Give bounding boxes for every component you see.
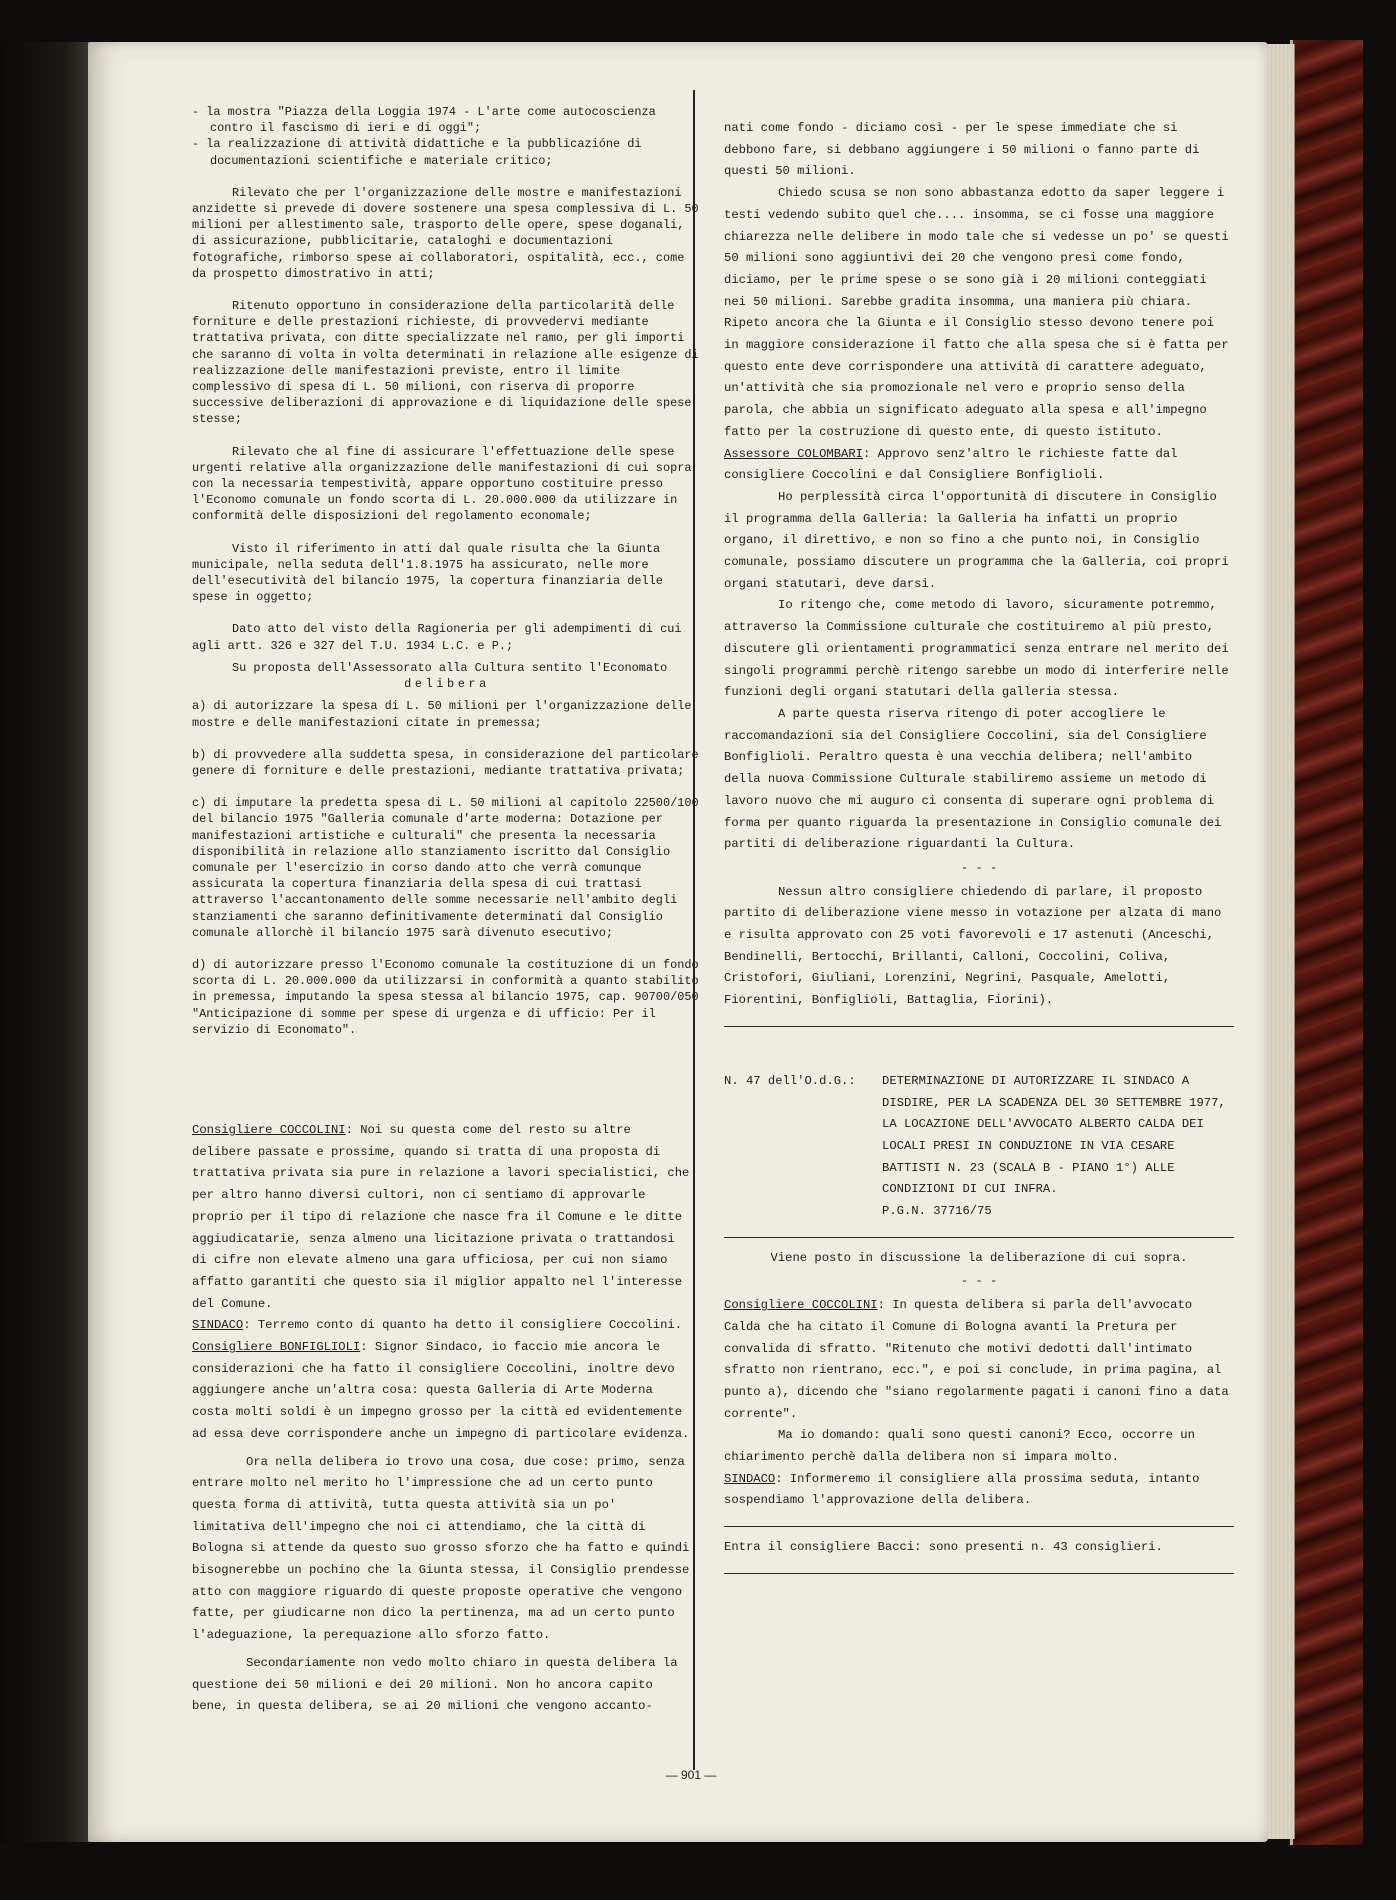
paragraph: A parte questa riserva ritengo di poter accogliere le raccomandazioni sia del Consigliere Coccolini, sia del Consigliere Bonfiglioli. Peraltro questa è una vecchia delibera; nell'ambito della nuova Commissione Culturale stabiliremo assieme un metodo di lavoro nuovo che mi auguro ci consenta di superare ogni problema di forma per quanto riguarda la presentazione in Consiglio comunale dei partiti di deliberazione riguardanti la Cultura. (724, 706, 1222, 852)
proposal-line: Su proposta dell'Assessorato alla Cultura sentito l'Economato (232, 660, 668, 675)
paragraph: nati come fondo - diciamo così - per le spese immediate che si debbono fare, si debbano aggiungere i 50 milioni o fanno parte di questi 50 milioni. (724, 121, 1200, 179)
separator: - - - (960, 860, 998, 875)
paragraph: Nessun altro consigliere chiedendo di parlare, il proposto partito di deliberazione viene messo in votazione per alzata di mano e risulta approvato con 25 voti favorevoli e 17 astenuti (Anceschi, Bendinelli, Bertocchi, Brillanti, Calloni, Coccolini, Coliva, Cristofori, Giuliani, Lorenzini, Negrini, Pasquale, Amelotti, Fiorentini, Bonfiglioli, Battaglia, Fiorini). (724, 884, 1222, 1008)
separator: - - - (960, 1274, 998, 1289)
speaker-name: Consigliere COCCOLINI (724, 1298, 878, 1313)
speaker-name: Consigliere BONFIGLIOLI (192, 1340, 361, 1355)
horizontal-rule (724, 1237, 1234, 1238)
paragraph: Rilevato che al fine di assicurare l'effettuazione delle spese urgenti relative alla organizzazione delle manifestazioni di cui sopra con la necessaria tempestività, appare opportuno costituire presso l'Economo comunale un fondo scorta di L. 20.000.000 da utilizzare in conformità delle disposizioni del regolamento economale; (192, 444, 692, 524)
delibera-heading: delibera (404, 677, 490, 692)
bullet-item: - la mostra "Piazza della Loggia 1974 - L'arte come autocoscienza contro il fascismo di ieri e di oggi"; (192, 105, 656, 136)
horizontal-rule (724, 1026, 1234, 1027)
attendance-line: Entra il consigliere Bacci: sono presenti n. 43 consiglieri. (724, 1540, 1163, 1555)
speech-coccolini (192, 1120, 690, 1315)
speech-text: : Terremo conto di quanto ha detto il consigliere Coccolini. (243, 1318, 683, 1333)
agenda-item-pgn: P.G.N. 37716/75 (882, 1204, 992, 1219)
horizontal-rule (724, 1526, 1234, 1527)
paragraph: Visto il riferimento in atti dal quale risulta che la Giunta municipale, nella seduta dell'1.8.1975 ha assicurato, nelle more dell'esecutività del bilancio 1975, la copertura finanziaria delle spese in oggetto; (192, 541, 663, 605)
bullet-item: - la realizzazione di attività didattiche e la pubblicazióne di documentazioni scientifiche e materiale critico; (192, 137, 642, 168)
discussion-line: Viene posto in discussione la deliberazione di cui sopra. (770, 1250, 1188, 1265)
resolution-item: d) di autorizzare presso l'Economo comunale la costituzione di un fondo scorta di L. 20.000.000 da utilizzarsi in conformità a quanto stabilito in premessa, imputando la spesa stessa al bilancio 1975, cap. 90700/050 "Anticipazione di somme per spese di urgenza e di ufficio: Per il servizio di Economato". (192, 957, 699, 1037)
speech-colombari (724, 444, 1234, 487)
speech-text: : Informeremo il consigliere alla prossima seduta, intanto sospendiamo l'approvazione della delibera. (724, 1471, 1200, 1508)
agenda-item-block (724, 1071, 1234, 1223)
resolution-item: c) di imputare la predetta spesa di L. 50 milioni al capitolo 22500/100 del bilancio 1975 "Galleria comunale d'arte moderna: Dotazione per manifestazioni artistiche e culturali" che presenta la necessaria disponibilità in relazione allo stanziamento iscritto dal Consiglio comunale per l'esercizio in corso dando atto che verrà comunque assicurata la copertura finanziaria della spesa di cui trattasi attraverso l'accantonamento delle somme necessarie nell'ambito degli stanziamenti che saranno definitivamente determinati dal Consiglio comunale allorchè il bilancio 1975 sarà divenuto esecutivo; (192, 796, 699, 940)
agenda-item-number: N. 47 dell'O.d.G.: (724, 1073, 856, 1088)
speech-text: : Noi su questa come del resto su altre delibere passate e prossime, quando si tratta di una proposta di trattativa privata sia pure in relazione a lavori specialistici, che per altro hanno diversi cultori, non ci sentiamo di approvarle proprio per il tipo di relazione che nasce fra il Comune e le ditte aggiudicatarie, senza almeno una licitazione privata o trattandosi di cifre non elevate almeno una gara ufficiosa, per cui non siamo affatto garantiti che questo sia il miglior appalto nel l'interesse del Comune. (192, 1123, 690, 1311)
book-gutter-shadow (0, 42, 92, 1842)
horizontal-rule (724, 1573, 1234, 1574)
paragraph: Ora nella delibera io trovo una cosa, due cose: primo, senza entrare molto nel merito ho l'impressione che ad un certo punto questa forma di attività, tutta questa attività sia un po' limitativa dell'impegno che noi ci attendiamo, che la città di Bologna si attende da questo suo grosso sforzo che ha fatto e quindi bisognerebbe un pochino che la Giunta stessa, il Consiglio prendesse atto con maggiore riguardo di queste proposte operative che vengono fatte, per giudicarne non dico la pertinenza, ma ad un certo punto l'adeguazione, la perequazione allo sforzo fatto. (192, 1454, 690, 1643)
agenda-item-body (882, 1071, 1234, 1223)
resolution-item: b) di provvedere alla suddetta spesa, in considerazione del particolare genere di forniture e delle prestazioni, mediante trattativa privata; (192, 747, 699, 778)
speaker-name: SINDACO (724, 1471, 776, 1486)
paragraph: Ho perplessità circa l'opportunità di discutere in Consiglio il programma della Galleria: la Galleria ha infatti un proprio organo, il direttivo, e non so fino a che punto noi, in Consiglio comunale, possiamo discutere un programma che la Galleria, coi propri organi statutari, deve darsi. (724, 489, 1229, 591)
paragraph: Dato atto del visto della Ragioneria per gli adempimenti di cui agli artt. 326 e 327 del T.U. 1934 L.C. e P.; (192, 622, 682, 653)
speech-sindaco (192, 1315, 690, 1337)
speaker-name: Consigliere COCCOLINI (192, 1123, 346, 1137)
speech-sindaco-2 (724, 1469, 1234, 1512)
agenda-item-title: DETERMINAZIONE DI AUTORIZZARE IL SINDACO A DISDIRE, PER LA SCADENZA DEL 30 SETTEMBRE 1977, LA LOCAZIONE DELL'AVVOCATO ALBERTO CALDA DEI LOCALI PRESI IN CONDUZIONE IN VIA CESARE BATTISTI N. 23 (SCALA B - PIANO 1°) ALLE CONDIZIONI DI CUI INFRA. (882, 1073, 1226, 1197)
paragraph: Ritenuto opportuno in considerazione della particolarità delle forniture e delle prestazioni richieste, di provvedervi mediante trattativa privata, con ditte specializzate nel ramo, per gli importi che saranno di volta in volta determinati in relazione alle esigenze di realizzazione delle manifestazioni previste, entro il limite complessivo di spesa di L. 50 milioni, con riserva di proporre successive deliberazioni di approvazione e di liquidazione delle spese stesse; (192, 299, 699, 427)
page-number: — 901 — (665, 1768, 717, 1782)
speech-bonfiglioli (192, 1337, 690, 1446)
left-column-debate (192, 1120, 690, 1718)
book-binding-edge (1290, 40, 1363, 1845)
speech-text: : Approvo senz'altro le richieste fatte dal consigliere Coccolini e dal Consigliere Bonfiglioli. (724, 446, 1178, 483)
left-column-deliberation (192, 104, 702, 1038)
speech-text: : Signor Sindaco, io faccio mie ancora le considerazioni che ha fatto il consigliere Coccolini, inoltre devo aggiungere anche un'altra cosa: questa Galleria di Arte Moderna costa molti soldi è un impegno grosso per la città ed evidentemente ad essa deve corrispondere anche un impegno di particolare evidenza. (192, 1340, 690, 1441)
paragraph: Rilevato che per l'organizzazione delle mostre e manifestazioni anzidette si prevede di dovere sostenere una spesa complessiva di L. 50 milioni per allestimento sale, trasporto delle opere, spese doganali, di assicurazione, pubblicitarie, cataloghi e documentazioni fotografiche, rimborso spese ai collaboratori, ospitalità, ecc., come da prospetto dimostrativo in atti; (192, 185, 699, 281)
paragraph: Chiedo scusa se non sono abbastanza edotto da saper leggere i testi vedendo subito quel che.... insomma, se ci fosse una maggiore chiarezza nelle delibere in modo tale che si vedesse un po' se questi 50 milioni sono aggiuntivi dei 20 che vengono presi come fondo, diciamo, per le prime spese o se sono già i 20 milioni conteggiati nei 50 milioni. Sarebbe gradita insomma, una maniera più chiara. Ripeto ancora che la Giunta e il Consiglio stesso devono tenere poi in maggiore considerazione il fatto che alla spesa che si è fatta per questo ente deve corrispondere una attività di carattere adeguato, un'attività che sia promozionale nel vero e proprio senso della parola, che abbia un significato adeguato alla spesa e all'impegno fatto per la costruzione di questo ente, di questo istituto. (724, 186, 1229, 439)
right-column (724, 118, 1234, 1584)
resolution-item: a) di autorizzare la spesa di L. 50 milioni per l'organizzazione delle mostre e delle manifestazioni citate in premessa; (192, 699, 692, 730)
paragraph: Secondariamente non vedo molto chiaro in questa delibera la questione dei 50 milioni e dei 20 milioni. Non ho ancora capito bene, in questa delibera, se ai 20 milioni che vengono accanto- (192, 1655, 678, 1714)
speaker-name: SINDACO (192, 1318, 244, 1333)
speech-coccolini-2 (724, 1295, 1234, 1425)
paragraph: Ma io domando: quali sono questi canoni? Ecco, occorre un chiarimento perchè dalla delibera non si impara molto. (724, 1428, 1195, 1465)
speaker-name: Assessore COLOMBARI (724, 446, 863, 461)
paragraph: Io ritengo che, come metodo di lavoro, sicuramente potremmo, attraverso la Commissione culturale che costituiremo al più presto, discutere gli orientamenti programmatici senza entrare nel merito dei singoli programmi perchè ritengo sarebbe un modo di interferire nelle funzioni degli organi statutari della galleria stessa. (724, 598, 1229, 700)
speech-text: : In questa delibera si parla dell'avvocato Calda che ha citato il Comune di Bologna avanti la Pretura per convalida di sfratto. "Ritenuto che motivi dedotti dall'intimato sfratto non rientrano, ecc.", e poi si conclude, in prima pagina, al punto a), dicendo che "siano regolarmente pagati i canoni fino a data corrente". (724, 1298, 1229, 1421)
